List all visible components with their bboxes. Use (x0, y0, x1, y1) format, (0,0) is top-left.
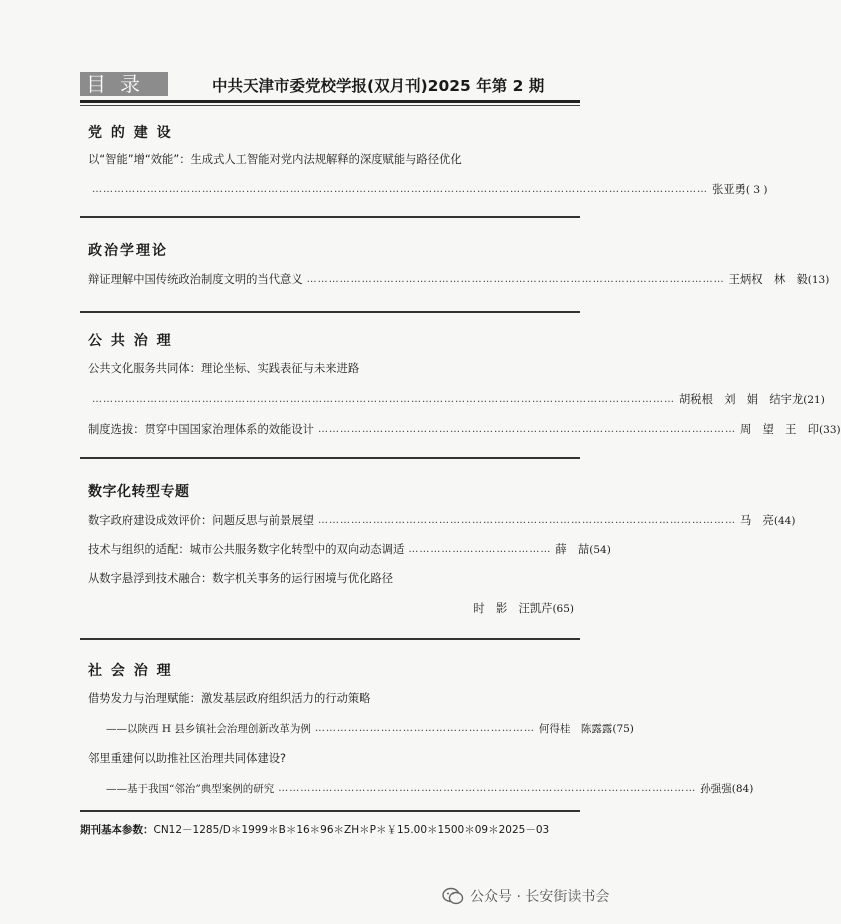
article-page: (75) (612, 723, 634, 735)
section-social-governance (80, 640, 754, 812)
leader-dots: …………………………………………………………………………………………………… (317, 424, 736, 435)
article-authors: 马 亮 (739, 514, 774, 527)
article-entry[interactable] (88, 421, 841, 439)
journal-parameters (80, 822, 580, 837)
article-page: (65) (552, 603, 574, 615)
article-title[interactable]: 从数字悬浮到技术融合：数字机关事务的运行困境与优化路径 (88, 572, 394, 585)
article-title: 辩证理解中国传统政治制度文明的当代意义 (88, 273, 303, 286)
article-title[interactable]: 以“智能”增“效能”：生成式人工智能对党内法规解释的深度赋能与路径优化 (88, 153, 462, 166)
article-page: (33) (819, 424, 841, 436)
article-authors: 时 影 汪凯芹 (473, 602, 553, 615)
article-authors: 王炳权 林 毅 (728, 273, 808, 286)
watermark (442, 886, 609, 906)
leader-dots: …………………………………………………………………………………………………………………………………………………… (92, 184, 708, 195)
article-title[interactable]: 借势发力与治理赋能：激发基层政府组织活力的行动策略 (88, 692, 371, 705)
section-political-theory (80, 218, 830, 313)
article-title: 数字政府建设成效评价：问题反思与前景展望 (88, 514, 314, 527)
journal-issue-title: 中共天津市委党校学报(双月刊)2025 年第 2 期 (212, 77, 545, 95)
article-authors: 张亚勇 (712, 183, 746, 196)
article-page: (44) (773, 515, 796, 527)
article-authors: 何得桂 陈露露 (538, 723, 613, 735)
article-page: (13) (807, 274, 830, 286)
article-subtitle: ——以陕西 H 县乡镇社会治理创新改革为例 (106, 723, 311, 735)
parameters-label: 期刊基本参数： (80, 824, 154, 836)
leader-dots: …………………………………………………………………………………………………… (317, 515, 736, 526)
section-title: 公 共 治 理 (88, 333, 173, 349)
article-entry[interactable] (88, 600, 574, 618)
watermark-text: 公众号 · 长安街读书会 (470, 889, 610, 905)
article-entry[interactable] (88, 391, 825, 409)
leader-dots: …………………………………………………………………………………………………… (278, 783, 697, 794)
article-authors: 孙强强 (700, 783, 732, 795)
article-title: 制度选拔：贯穿中国国家治理体系的效能设计 (88, 423, 314, 436)
section-title: 党 的 建 设 (88, 125, 173, 141)
article-subtitle: ——基于我国“邻治”典型案例的研究 (106, 783, 275, 795)
article-title: 技术与组织的适配：城市公共服务数字化转型中的双向动态调适 (88, 543, 405, 556)
section-public-governance (80, 313, 841, 459)
article-entry[interactable] (88, 271, 830, 289)
article-page: (21) (803, 394, 825, 406)
parameters-value: CN12－1285/D＊1999＊B＊16＊96＊ZH＊P＊￥15.00＊1500＊09＊2025－03 (153, 824, 550, 836)
article-entry[interactable] (106, 720, 634, 738)
leader-dots: …………………………………………………………………………………………………… (306, 274, 725, 285)
wechat-icon (442, 887, 464, 905)
article-authors: 薛 喆 (555, 543, 590, 556)
section-digital-transformation (80, 459, 796, 640)
article-page: (84) (731, 783, 754, 795)
article-title[interactable]: 公共文化服务共同体：理论坐标、实践表征与未来进路 (88, 362, 360, 375)
section-title: 政治学理论 (88, 243, 168, 259)
article-entry[interactable] (106, 780, 754, 798)
article-authors: 周 望 王 印 (739, 423, 820, 436)
section-title: 数字化转型专题 (88, 484, 190, 500)
leader-dots: …………………………………………………… (314, 723, 535, 734)
leader-dots: …………………………………………………………………………………………………………………………………………… (92, 394, 675, 405)
article-page: (54) (589, 544, 611, 556)
article-entry[interactable] (88, 541, 611, 559)
article-entry[interactable] (88, 512, 796, 530)
article-entry[interactable] (88, 181, 768, 199)
leader-dots: ………………………………… (408, 544, 552, 555)
section-title: 社 会 治 理 (88, 663, 173, 679)
toc-header (80, 70, 580, 100)
header-rule-thick (80, 100, 580, 103)
article-authors: 胡税根 刘 娟 结宇龙 (679, 393, 804, 406)
toc-label-box: 目录 (80, 72, 168, 96)
article-title[interactable]: 邻里重建何以助推社区治理共同体建设? (88, 752, 287, 765)
article-page: ( 3 ) (745, 184, 768, 196)
section-party-building (80, 106, 768, 218)
